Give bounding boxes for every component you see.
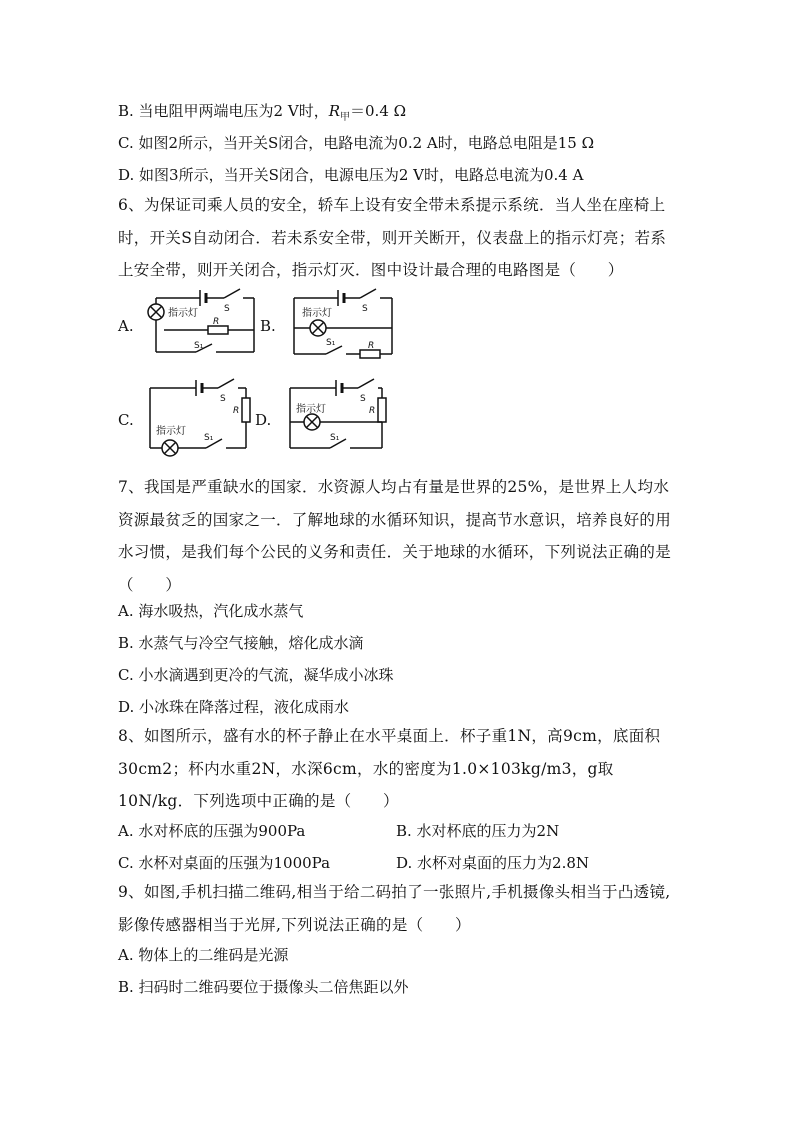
circuit-b-r-label: R <box>368 341 375 351</box>
q5-option-b-suffix: ＝0.4 Ω <box>350 102 407 120</box>
circuit-c-lamp-label: 指示灯 <box>156 426 186 437</box>
circuit-c-s-label: S <box>220 394 226 404</box>
circuit-a-r-label: R <box>213 317 220 327</box>
q5-option-c: C. 如图2所示，当开关S闭合，电路电流为0.2 A时，电路总电阻是15 Ω <box>118 134 595 152</box>
q8-option-a: A. 水对杯底的压强为900Pa <box>118 822 306 840</box>
q5-option-b <box>118 101 406 128</box>
q6-option-d-label: D. <box>255 411 272 429</box>
q6-option-a-label: A. <box>118 317 134 335</box>
q7-option-a: A. 海水吸热，汽化成水蒸气 <box>118 602 304 620</box>
q9-option-b: B. 扫码时二维码要位于摄像头二倍焦距以外 <box>118 978 409 996</box>
q9-stem: 9、如图,手机扫描二维码,相当于给二码拍了一张照片,手机摄像头相当于凸透镜,影像传感器相当于光屏,下列说法正确的是（ ） <box>118 883 671 934</box>
circuit-d-s1-label: S₁ <box>330 433 340 443</box>
circuit-b-lamp-label: 指示灯 <box>302 308 332 319</box>
q8-stem: 8、如图所示，盛有水的杯子静止在水平桌面上．杯子重1N，高9cm，底面积30cm2；杯内水重2N，水深6cm，水的密度为1.0×103kg/m3，g取10N/kg．下列选项中正确的是（ ） <box>118 727 661 810</box>
q8-option-d: D. 水杯对桌面的压力为2.8N <box>396 854 590 872</box>
circuit-d-r-label: R <box>369 406 376 416</box>
circuit-a-lamp-label: 指示灯 <box>168 308 198 319</box>
circuit-diagram-c <box>142 376 256 458</box>
circuit-d-s-label: S <box>360 394 366 404</box>
circuit-b-s1-label: S₁ <box>326 338 336 348</box>
q5-resistance-subscript: 甲 <box>340 112 351 123</box>
circuit-c-r-label: R <box>233 406 240 416</box>
circuit-diagram-b <box>290 284 398 360</box>
circuit-diagram-a <box>140 284 260 360</box>
circuit-d-lamp-label: 指示灯 <box>296 404 326 415</box>
q7-stem: 7、我国是严重缺水的国家．水资源人均占有量是世界的25%，是世界上人均水资源最贫乏的国家之一．了解地球的水循环知识，提高节水意识，培养良好的用水习惯，是我们每个公民的义务和责任．关于地球的水循环，下列说法正确的是（ ） <box>118 478 672 594</box>
q8-option-b: B. 水对杯底的压力为2N <box>396 822 560 840</box>
circuit-a-s-label: S <box>224 304 230 314</box>
q5-resistance-symbol: R <box>328 102 341 120</box>
q5-option-d: D. 如图3所示，当开关S闭合，电源电压为2 V时，电路总电流为0.4 A <box>118 166 584 184</box>
q7-option-b: B. 水蒸气与冷空气接触，熔化成水滴 <box>118 634 364 652</box>
q9-option-a: A. 物体上的二维码是光源 <box>118 946 289 964</box>
q6-option-b-label: B. <box>260 317 276 335</box>
q7-option-d: D. 小冰珠在降落过程，液化成雨水 <box>118 698 350 716</box>
circuit-c-s1-label: S₁ <box>204 433 214 443</box>
circuit-a-s1-label: S₁ <box>194 341 204 351</box>
q6-option-c-label: C. <box>118 411 134 429</box>
q7-option-c: C. 小水滴遇到更冷的气流，凝华成小冰珠 <box>118 666 394 684</box>
q8-option-c: C. 水杯对桌面的压强为1000Pa <box>118 854 331 872</box>
q5-option-b-prefix: B. 当电阻甲两端电压为2 V时， <box>118 102 329 120</box>
circuit-diagram-d <box>282 376 394 458</box>
circuit-b-s-label: S <box>362 304 368 314</box>
q6-stem: 6、为保证司乘人员的安全，轿车上设有安全带未系提示系统．当人坐在座椅上时，开关S自动闭合．若未系安全带，则开关断开，仪表盘上的指示灯亮；若系上安全带，则开关闭合，指示灯灭．图中设计最合理的电路图是（ ） <box>118 196 667 279</box>
